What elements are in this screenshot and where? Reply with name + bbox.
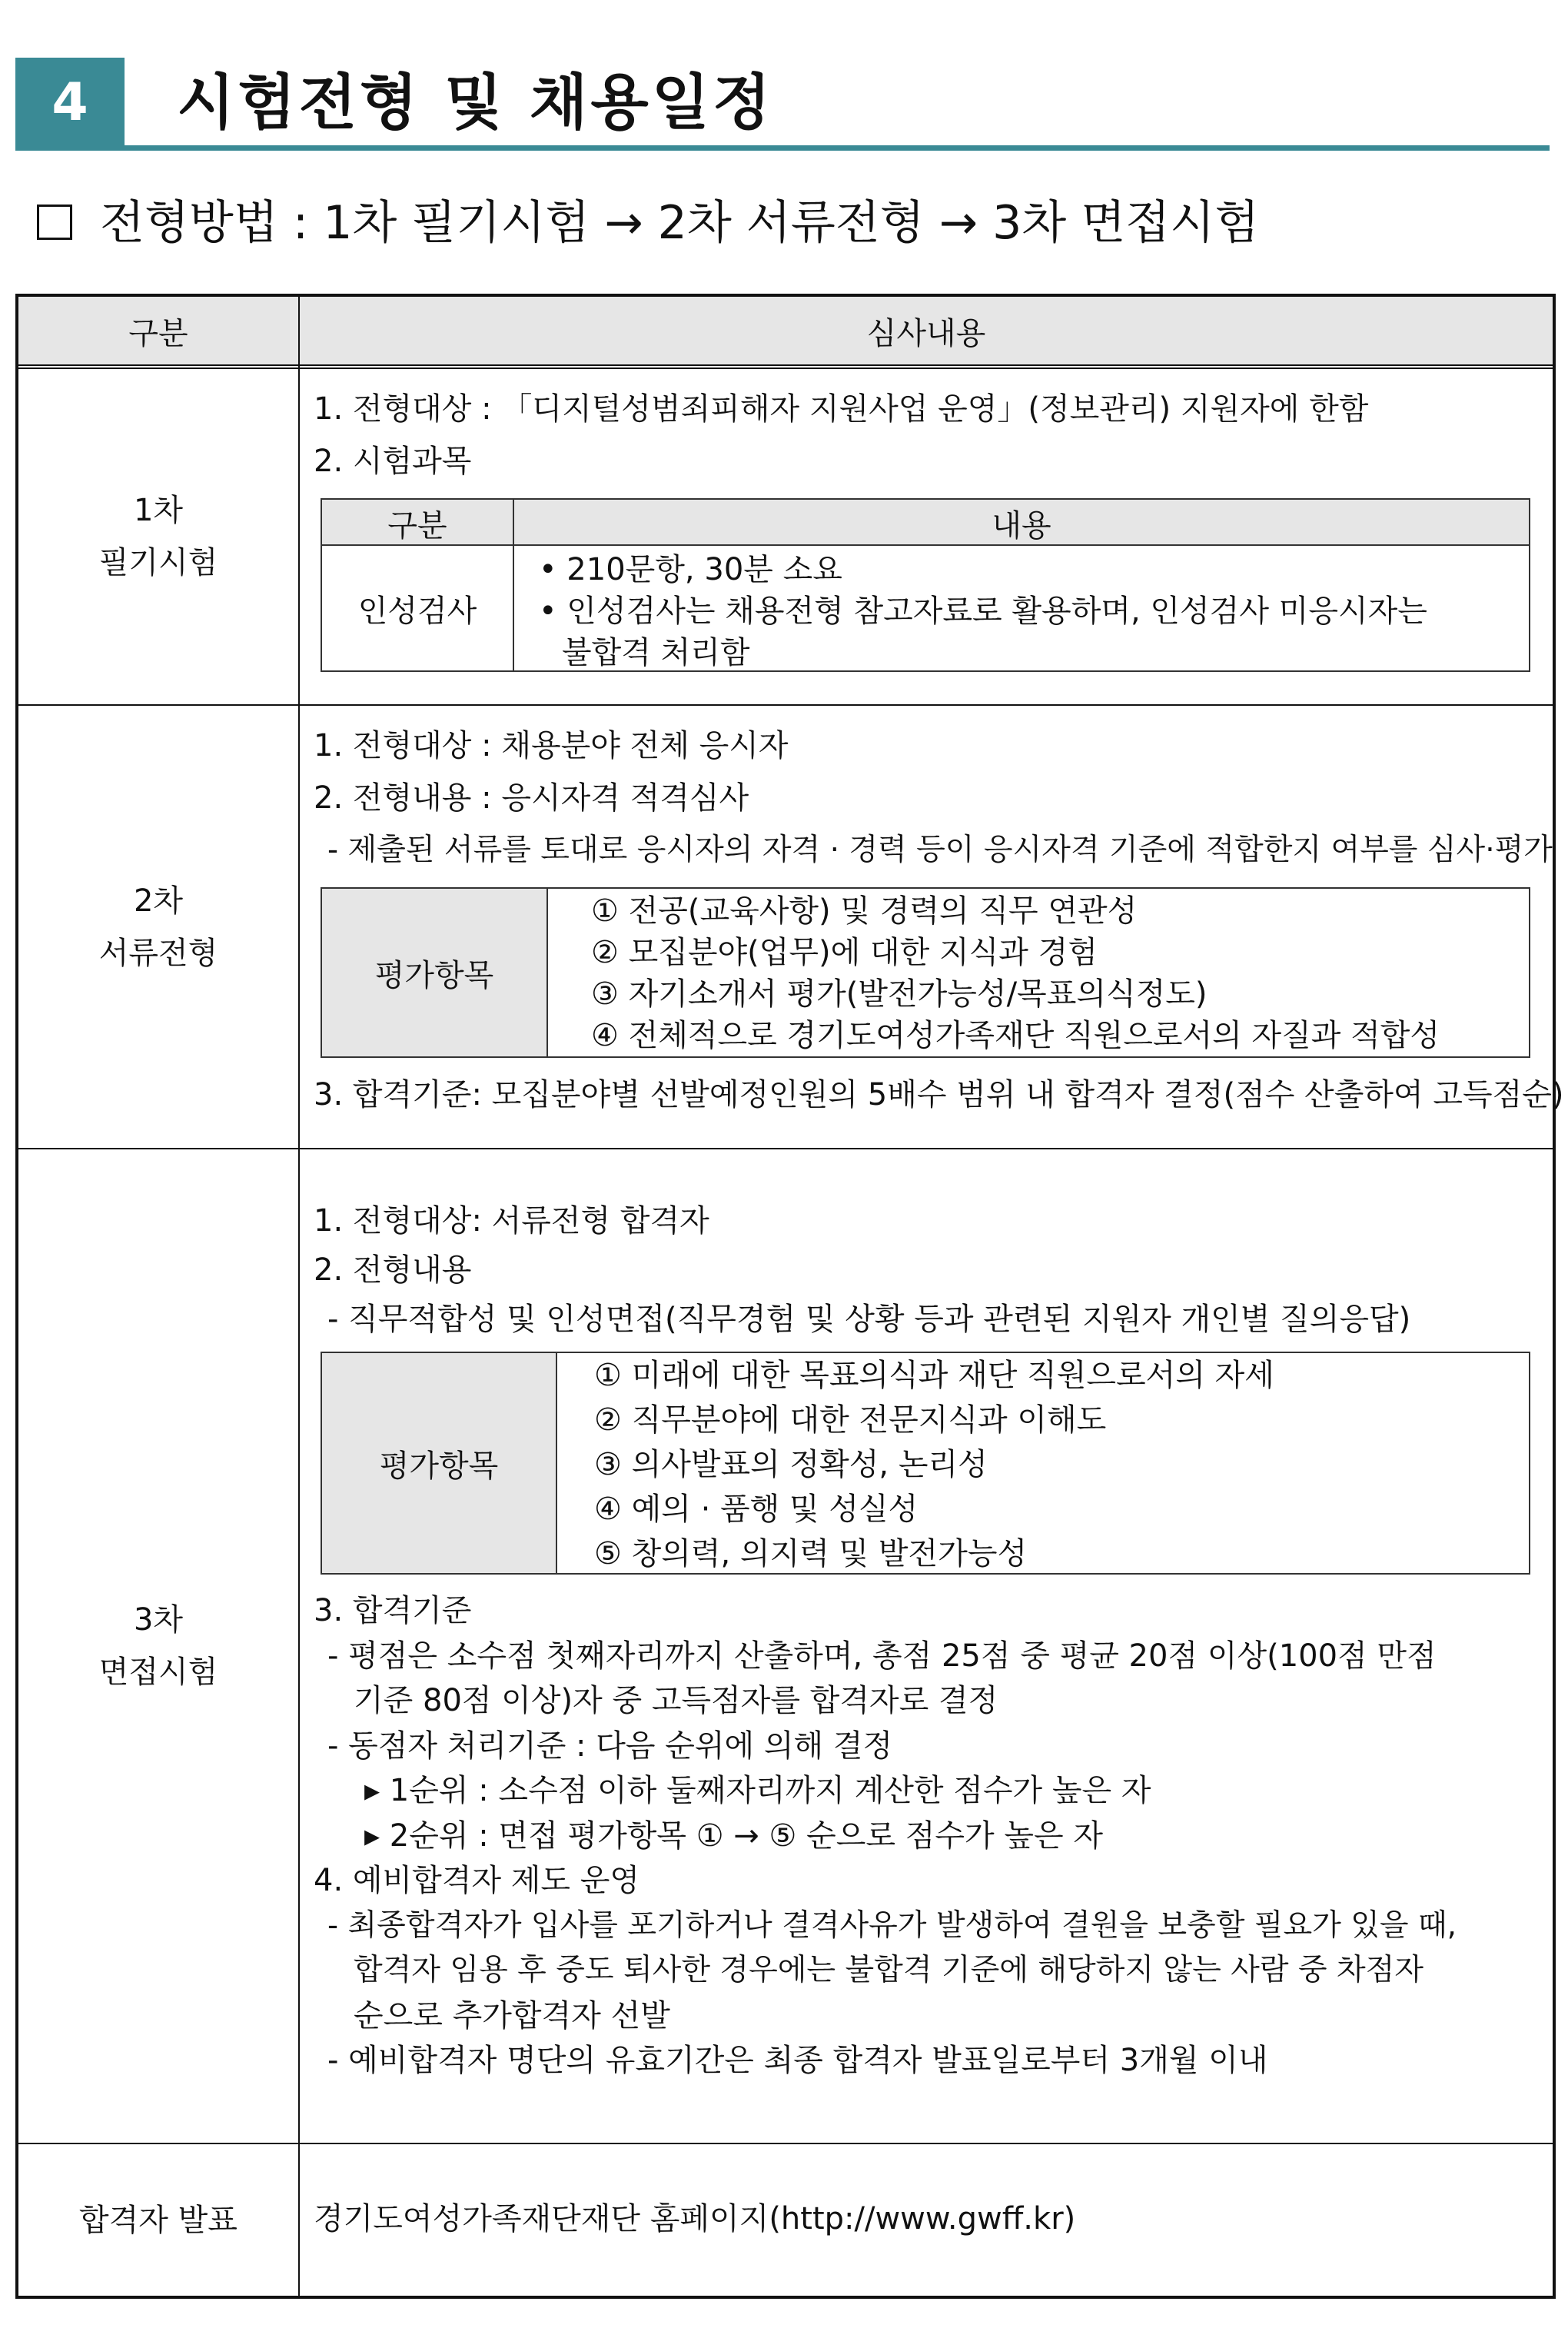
content-line: 1. 전형대상 : 「디지털성범죄피해자 지원사업 운영」(정보관리) 지원자에 한함 [314, 391, 1369, 427]
interview-evaluation-table [321, 1352, 1530, 1575]
content-line: 경기도여성가족재단재단 홈페이지(http://www.gwff.kr) [314, 2201, 1076, 2237]
row-label-line: 2차 [133, 883, 184, 919]
row-content-document-screening [314, 724, 1553, 872]
section-header [15, 58, 1550, 151]
content-line: - 제출된 서류를 토대로 응시자의 자격 · 경력 등이 응시자격 기준에 적합한지 여부를 심사·평가 [327, 833, 1553, 867]
content-line: 2. 시험과목 [314, 444, 472, 479]
list-item: ③ 의사발표의 정확성, 논리성 [594, 1447, 988, 1482]
inner-header-category: 구분 [387, 507, 447, 544]
header-content: 심사내용 [866, 315, 986, 351]
list-item: • 210문항, 30분 소요 [539, 552, 842, 587]
list-item: ② 직무분야에 대한 전문지식과 이해도 [594, 1402, 1107, 1438]
header-underline [15, 145, 1550, 151]
inner-header-content: 내용 [992, 507, 1051, 544]
list-item: 불합격 처리함 [562, 635, 750, 670]
list-item: ① 전공(교육사항) 및 경력의 직무 연관성 [591, 893, 1138, 929]
content-line: - 예비합격자 명단의 유효기간은 최종 합격자 발표일로부터 3개월 이내 [327, 2043, 1268, 2078]
row-label-interview [18, 1149, 298, 2143]
personality-test-details [539, 549, 1427, 673]
evaluation-items-label: 평가항목 [322, 889, 546, 1056]
content-line: 순으로 추가합격자 선발 [354, 1997, 670, 2034]
list-item: ③ 자기소개서 평가(발전가능성/목표의식정도) [591, 976, 1208, 1012]
content-line: 2. 전형내용 [314, 1252, 472, 1288]
row-content-interview [314, 1199, 1543, 1341]
row-label-line: 필기시험 [98, 545, 218, 580]
column-divider [298, 297, 300, 2296]
row-label-line: 합격자 발표 [79, 2202, 238, 2238]
content-line: 3. 합격기준 [314, 1593, 472, 1628]
content-line: - 최종합격자가 입사를 포기하거나 결격사유가 발생하여 결원을 보충할 필요가 있을 때, [327, 1907, 1457, 1943]
list-item: ⑤ 창의력, 의지력 및 발전가능성 [594, 1536, 1028, 1571]
content-line: 4. 예비합격자 제도 운영 [314, 1863, 640, 1898]
section-title: 시험전형 및 채용일정 [177, 68, 774, 138]
list-item: ① 미래에 대한 목표의식과 재단 직원으로서의 자세 [594, 1358, 1274, 1393]
content-line: - 동점자 처리기준 : 다음 순위에 의해 결정 [327, 1728, 893, 1764]
content-line: ▸ 1순위 : 소수점 이하 둘째자리까지 계산한 점수가 높은 자 [364, 1773, 1151, 1808]
announcement-content [314, 2197, 1543, 2240]
content-line: 1. 전형대상: 서류전형 합격자 [314, 1203, 709, 1239]
row-label-line: 3차 [133, 1602, 184, 1638]
row-label-written-exam [18, 369, 298, 704]
row-label-line: 서류전형 [98, 935, 218, 971]
content-line: 기준 80점 이상)자 중 고득점자를 합격자로 결정 [354, 1683, 998, 1718]
personality-test-label: 인성검사 [357, 593, 477, 629]
inner-column-divider [556, 1353, 557, 1573]
evaluation-items [591, 890, 1440, 1056]
document-pass-criteria [314, 1073, 1564, 1116]
list-item: • 인성검사는 채용전형 참고자료로 활용하며, 인성검사 미응시자는 [539, 594, 1427, 629]
row-content-written-exam [314, 387, 1543, 483]
section-number: 4 [15, 58, 125, 147]
header-category: 구분 [128, 315, 188, 351]
row-label-document-screening [18, 706, 298, 1148]
exam-subject-table [321, 498, 1530, 672]
content-line: 1. 전형대상 : 채용분야 전체 응시자 [314, 728, 789, 763]
interview-criteria [314, 1588, 1543, 2084]
list-item: ④ 전체적으로 경기도여성가족재단 직원으로서의 자질과 적합성 [591, 1018, 1440, 1053]
content-line: 2. 전형내용 : 응시자격 적격심사 [314, 780, 749, 816]
selection-method [37, 188, 1259, 258]
document-evaluation-table [321, 887, 1530, 1058]
row-label-line: 1차 [133, 493, 184, 528]
row-label-line: 면접시험 [98, 1655, 218, 1690]
row-label-announcement [18, 2144, 298, 2296]
content-line: 합격자 임용 후 중도 퇴사한 경우에는 불합격 기준에 해당하지 않는 사람 중 차점자 [354, 1953, 1424, 1987]
schedule-table [15, 294, 1564, 2299]
inner-column-divider [546, 889, 548, 1056]
evaluation-items-label: 평가항목 [322, 1353, 556, 1573]
content-line: - 평점은 소수점 첫째자리까지 산출하며, 총점 25점 중 평균 20점 이상(100점 만점 [327, 1638, 1437, 1674]
list-item: ② 모집분야(업무)에 대한 지식과 경험 [591, 935, 1098, 970]
content-line: 3. 합격기준: 모집분야별 선발예정인원의 5배수 범위 내 합격자 결정(점수 산출하여 고득점순) [314, 1077, 1564, 1112]
evaluation-items [594, 1353, 1274, 1576]
content-line: - 직무적합성 및 인성면접(직무경험 및 상황 등과 관련된 지원자 개인별 질의응답) [327, 1302, 1411, 1337]
content-line: ▸ 2순위 : 면접 평가항목 ① → ⑤ 순으로 점수가 높은 자 [364, 1818, 1103, 1854]
selection-method-text: 전형방법 : 1차 필기시험 → 2차 서류전형 → 3차 면접시험 [100, 196, 1260, 250]
list-item: ④ 예의 · 품행 및 성실성 [594, 1492, 919, 1527]
checkbox-square-icon [37, 205, 72, 240]
